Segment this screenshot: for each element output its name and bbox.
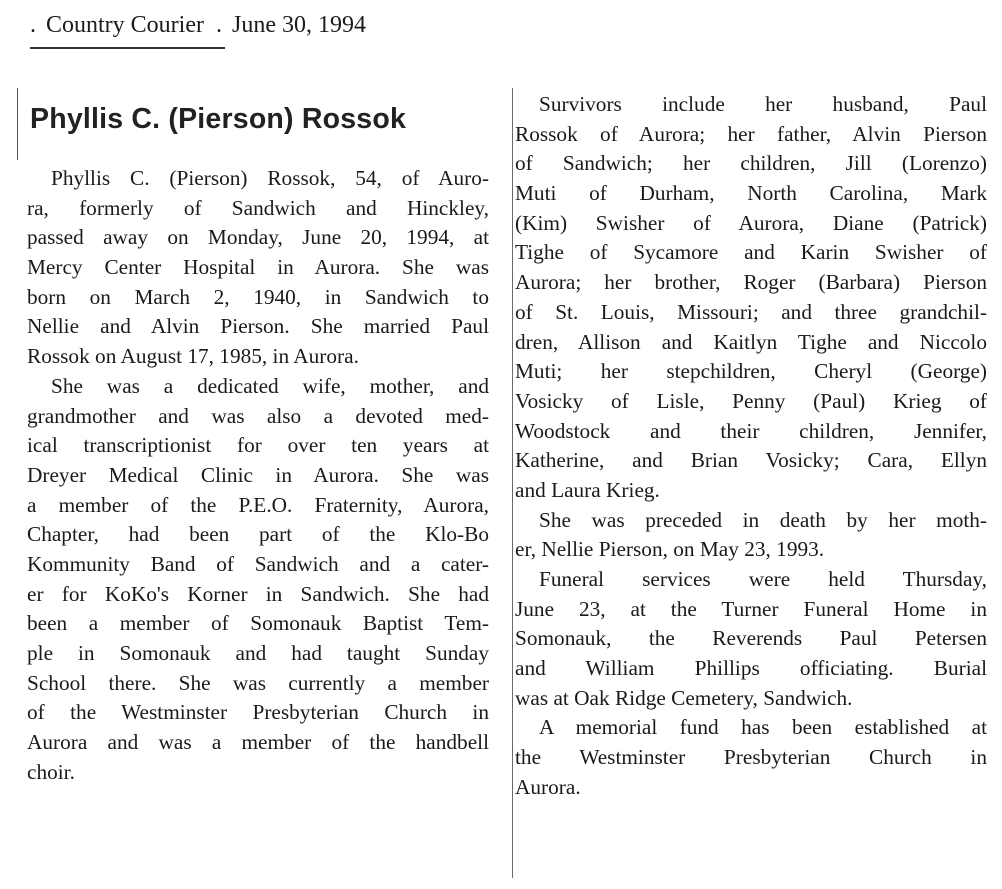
obituary-right-column bbox=[515, 90, 987, 803]
text-line: Aurora and was a member of the handbell bbox=[27, 730, 489, 755]
text-line: Muti; her stepchildren, Cheryl (George) bbox=[515, 359, 987, 384]
text-line: (Kim) Swisher of Aurora, Diane (Patrick) bbox=[515, 210, 987, 235]
text-line: Tighe of Sycamore and Karin Swisher of bbox=[515, 240, 987, 265]
masthead-underline bbox=[30, 47, 225, 49]
text-line: choir. bbox=[27, 759, 75, 784]
text-line: School there. She was currently a member bbox=[27, 670, 489, 695]
left-column-rule bbox=[17, 88, 18, 160]
text-line: been a member of Somonauk Baptist Tem- bbox=[27, 611, 489, 636]
text-line: Katherine, and Brian Vosicky; Cara, Ellyn bbox=[515, 448, 987, 473]
text-line: Somonauk, the Reverends Paul Petersen bbox=[515, 626, 987, 651]
text-line: ple in Somonauk and had taught Sunday bbox=[27, 641, 489, 665]
text-line: a member of the P.E.O. Fraternity, Aurora, bbox=[27, 492, 489, 517]
newspaper-name: Country Courier bbox=[46, 12, 204, 38]
text-line: ra, formerly of Sandwich and Hinckley, bbox=[27, 195, 489, 220]
text-line: Kommunity Band of Sandwich and a cater- bbox=[27, 551, 489, 576]
publication-date: June 30, 1994 bbox=[231, 12, 366, 38]
text-line: Phyllis C. (Pierson) Rossok, 54, of Auro- bbox=[51, 166, 489, 190]
text-line: Woodstock and their children, Jennifer, bbox=[515, 418, 987, 443]
text-line: of St. Louis, Missouri; and three grandchil- bbox=[515, 299, 987, 324]
text-line: Mercy Center Hospital in Aurora. She was bbox=[27, 255, 489, 280]
masthead-leading-dot: . bbox=[30, 12, 36, 38]
text-line: June 23, at the Turner Funeral Home in bbox=[515, 596, 987, 621]
obituary-left-column bbox=[27, 164, 489, 787]
text-line: Vosicky of Lisle, Penny (Paul) Krieg of bbox=[515, 388, 987, 413]
text-line: of Sandwich; her children, Jill (Lorenzo) bbox=[515, 151, 987, 176]
text-line: er, Nellie Pierson, on May 23, 1993. bbox=[515, 537, 825, 562]
text-line: Rossok of Aurora; her father, Alvin Pierson bbox=[515, 121, 987, 146]
text-line: She was preceded in death by her moth- bbox=[539, 507, 987, 532]
text-line: Rossok on August 17, 1985, in Aurora. bbox=[27, 344, 359, 369]
text-line: Nellie and Alvin Pierson. She married Paul bbox=[27, 314, 489, 339]
text-line: Survivors include her husband, Paul bbox=[539, 92, 987, 116]
text-line: grandmother and was also a devoted med- bbox=[27, 403, 489, 428]
text-line: the Westminster Presbyterian Church in bbox=[515, 745, 987, 770]
text-line: born on March 2, 1940, in Sandwich to bbox=[27, 284, 489, 309]
text-line: passed away on Monday, June 20, 1994, at bbox=[27, 225, 489, 250]
text-line: Muti of Durham, North Carolina, Mark bbox=[515, 181, 987, 206]
text-line: Chapter, had been part of the Klo-Bo bbox=[27, 522, 489, 547]
text-line: and Laura Krieg. bbox=[515, 477, 660, 502]
text-line: Funeral services were held Thursday, bbox=[539, 567, 987, 591]
text-line: dren, Allison and Kaitlyn Tighe and Niccolo bbox=[515, 329, 987, 354]
text-line: of the Westminster Presbyterian Church in bbox=[27, 700, 489, 725]
masthead-separator: . bbox=[215, 12, 222, 38]
obituary-title: Phyllis C. (Pierson) Rossok bbox=[30, 103, 406, 135]
text-line: er for KoKo's Korner in Sandwich. She had bbox=[27, 581, 489, 606]
text-line: ical transcriptionist for over ten years at bbox=[27, 433, 489, 458]
text-line: Aurora. bbox=[515, 774, 581, 799]
column-divider bbox=[512, 88, 513, 878]
text-line: was at Oak Ridge Cemetery, Sandwich. bbox=[515, 685, 853, 710]
text-line: Dreyer Medical Clinic in Aurora. She was bbox=[27, 462, 489, 487]
masthead bbox=[30, 12, 366, 39]
text-line: A memorial fund has been established at bbox=[539, 715, 987, 740]
text-line: She was a dedicated wife, mother, and bbox=[51, 373, 489, 398]
text-line: and William Phillips officiating. Burial bbox=[515, 656, 987, 681]
text-line: Aurora; her brother, Roger (Barbara) Pierson bbox=[515, 270, 987, 295]
